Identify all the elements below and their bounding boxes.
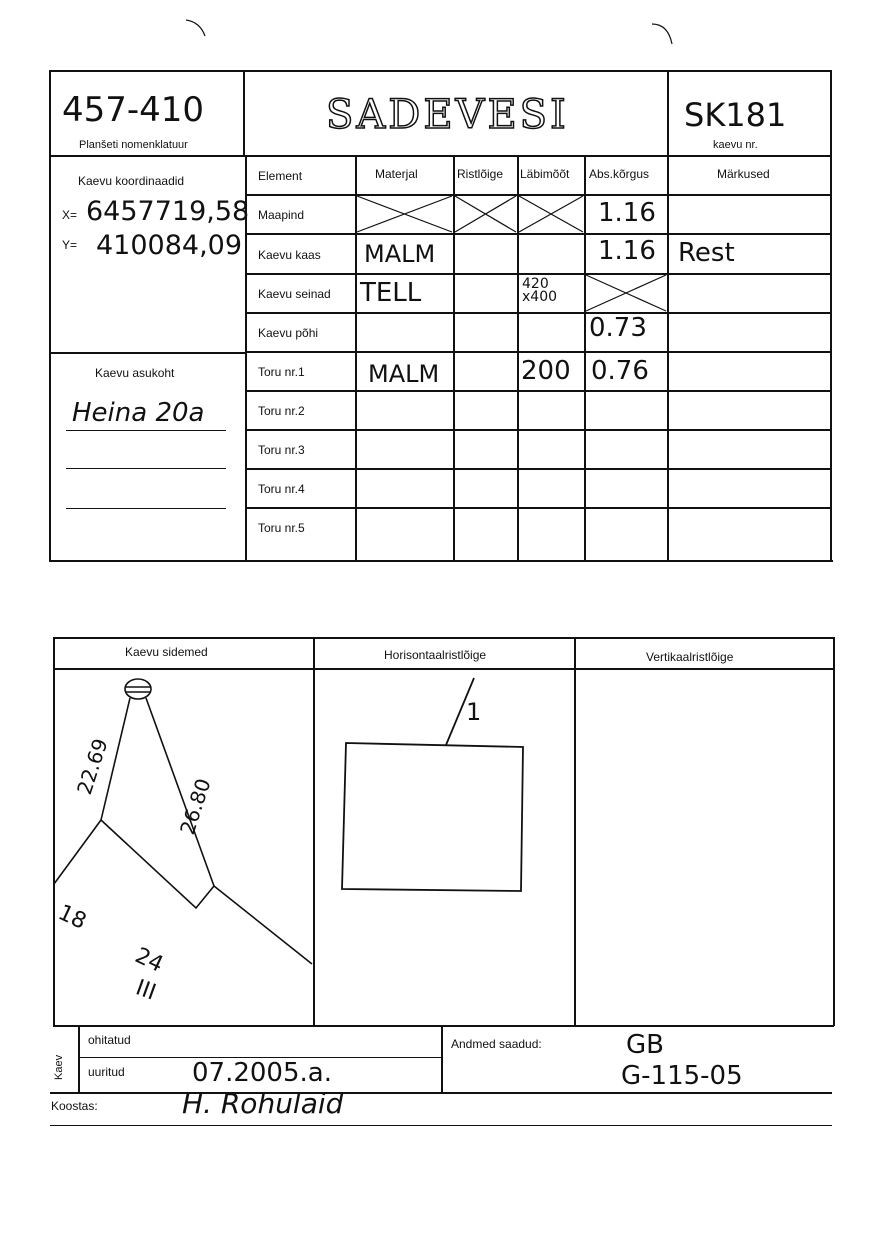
page-title: SADEVESI	[326, 92, 569, 138]
notes-value: Rest	[678, 238, 735, 268]
diameter-value: 200	[521, 356, 571, 386]
y-prefix: Y=	[62, 238, 78, 252]
col-header-material: Materjal	[375, 167, 418, 181]
nomenclature-value: 457-410	[62, 90, 205, 130]
data-source-value-2: G-115-05	[621, 1061, 743, 1091]
y-coordinate-value: 410084,09	[96, 230, 243, 261]
tie-dimension-right: 26.80	[175, 775, 216, 838]
horizontal-section-title: Horisontaalristlõige	[384, 648, 487, 662]
building-number-18: 18	[54, 900, 90, 935]
pipe-number-label: 1	[466, 698, 482, 726]
location-label: Kaevu asukoht	[95, 366, 175, 380]
coordinates-label: Kaevu koordinaadid	[78, 174, 185, 188]
measured-label: uuritud	[88, 1065, 125, 1079]
col-header-element: Element	[258, 169, 303, 183]
row-element: Toru nr.1	[258, 365, 305, 379]
abs-height-value: 1.16	[598, 198, 656, 228]
col-header-cross-section: Ristlõige	[457, 167, 504, 181]
well-number-label: kaevu nr.	[713, 139, 758, 151]
row-element: Toru nr.2	[258, 404, 305, 418]
row-element: Toru nr.4	[258, 482, 305, 496]
material-value: MALM	[368, 360, 440, 388]
row-element: Toru nr.3	[258, 443, 305, 457]
material-value: MALM	[364, 240, 436, 268]
data-source-value-1: GB	[626, 1030, 664, 1060]
abs-height-value: 0.76	[591, 356, 649, 386]
x-coordinate-value: 6457719,58	[86, 196, 250, 227]
data-source-label: Andmed saadud:	[451, 1037, 542, 1051]
location-value: Heina 20a	[72, 398, 205, 428]
building-number-24: 24	[131, 943, 167, 978]
compiler-label: Koostas:	[51, 1099, 98, 1113]
measured-value: 07.2005.a.	[192, 1058, 332, 1088]
abs-height-value: 0.73	[589, 313, 647, 343]
ties-section-title: Kaevu sidemed	[125, 645, 208, 659]
diameter-value: 420 x400	[522, 276, 558, 305]
well-number-value: SK181	[684, 96, 787, 134]
row-element: Maapind	[258, 208, 305, 222]
nomenclature-label: Planšeti nomenklatuur	[79, 139, 188, 151]
row-element: Kaevu seinad	[258, 287, 331, 301]
row-element: Toru nr.5	[258, 521, 305, 535]
col-header-notes: Märkused	[717, 167, 770, 181]
material-value: TELL	[360, 278, 422, 308]
abs-height-value: 1.16	[598, 236, 656, 266]
col-header-diameter: Läbimõõt	[520, 167, 570, 181]
vertical-section-title: Vertikaalristlõige	[646, 650, 734, 664]
marked-label: ohitatud	[88, 1033, 131, 1047]
manhole-outline	[342, 743, 523, 891]
col-header-abs-height: Abs.kõrgus	[589, 167, 650, 181]
x-prefix: X=	[62, 208, 78, 222]
building-floors: III	[132, 975, 160, 1006]
tie-dimension-left: 22.69	[72, 735, 113, 798]
row-element: Kaevu põhi	[258, 326, 319, 340]
compiler-signature: H. Rohulaid	[182, 1087, 344, 1120]
row-element: Kaevu kaas	[258, 248, 321, 262]
kaev-label: Kaev	[53, 1054, 65, 1080]
